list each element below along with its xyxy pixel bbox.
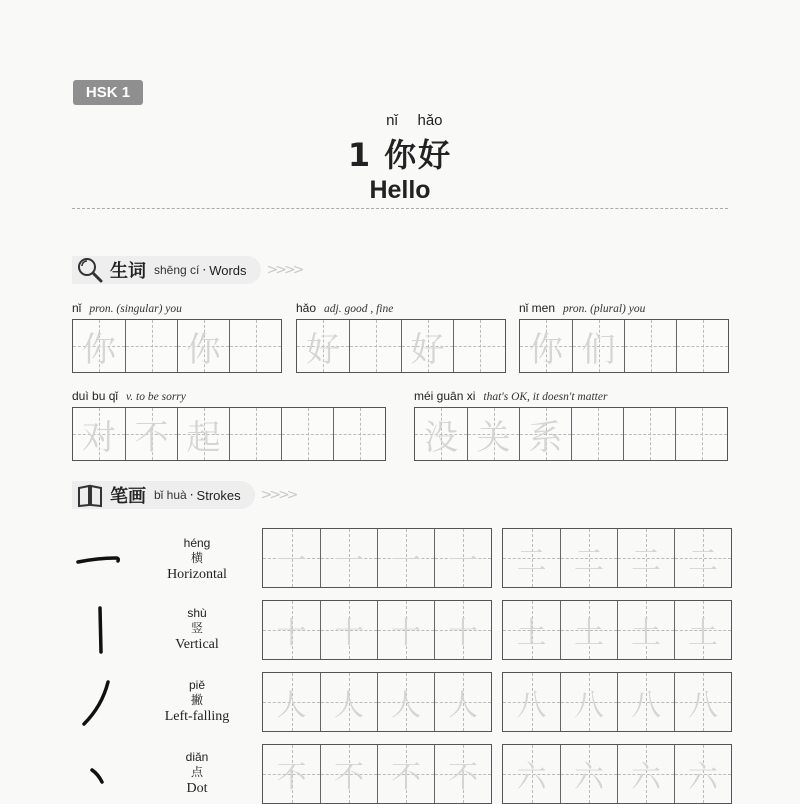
trace-char: 你 [186, 329, 221, 370]
trace-char: 人 [391, 688, 421, 723]
word-label [72, 389, 386, 405]
practice-cell[interactable] [434, 745, 491, 803]
trace-char: 系 [528, 417, 563, 458]
trace-char: 人 [334, 688, 364, 723]
practice-cell[interactable] [320, 529, 377, 587]
trace-char: 土 [574, 616, 604, 651]
trace-char: 二 [631, 544, 661, 579]
section-title-en: Words [209, 262, 247, 278]
practice-cell[interactable] [125, 320, 177, 372]
stroke-english: Dot [186, 781, 208, 796]
practice-grid[interactable] [72, 407, 386, 461]
word-entry [296, 301, 506, 373]
practice-grid[interactable] [519, 319, 729, 373]
trace-char: 六 [688, 760, 718, 795]
practice-cell[interactable] [560, 601, 617, 659]
practice-cell[interactable] [624, 320, 676, 372]
practice-cell[interactable] [560, 529, 617, 587]
left-falling-stroke-icon [72, 672, 132, 732]
chevrons-icon: >>>> [260, 487, 296, 503]
practice-cell[interactable] [434, 529, 491, 587]
practice-cell[interactable] [560, 745, 617, 803]
trace-char: 不 [134, 417, 169, 458]
practice-cell[interactable] [73, 408, 125, 460]
trace-char: 二 [516, 544, 547, 579]
practice-cell[interactable] [560, 673, 617, 731]
practice-cell[interactable] [503, 673, 560, 731]
word-pinyin: méi guān xi [414, 389, 476, 403]
practice-grid[interactable] [414, 407, 728, 461]
trace-char: 土 [516, 616, 547, 651]
magnifier-icon [76, 256, 104, 284]
stroke-hanzi: 横 [190, 551, 203, 565]
title-divider [72, 208, 728, 209]
trace-char: 八 [574, 688, 604, 723]
trace-char [230, 408, 281, 460]
practice-cell[interactable] [520, 320, 572, 372]
word-entry [414, 389, 728, 461]
stroke-practice-grid[interactable] [262, 600, 492, 660]
trace-char: 八 [516, 688, 547, 723]
trace-char: 十 [448, 616, 478, 651]
trace-char: 人 [276, 688, 307, 723]
trace-char: 六 [574, 760, 604, 795]
word-label [519, 301, 729, 317]
practice-cell[interactable] [320, 601, 377, 659]
practice-cell[interactable] [434, 601, 491, 659]
trace-char: 人 [448, 688, 478, 723]
stroke-pinyin: diǎn [185, 750, 209, 764]
stroke-practice-grid[interactable] [502, 600, 732, 660]
practice-cell[interactable] [377, 601, 434, 659]
practice-cell[interactable] [229, 320, 281, 372]
stroke-practice-grid[interactable] [262, 672, 492, 732]
practice-cell[interactable] [263, 601, 320, 659]
practice-cell[interactable] [503, 529, 560, 587]
trace-char [230, 320, 281, 372]
stroke-english: Left-falling [164, 709, 230, 724]
stroke-info [152, 606, 242, 654]
practice-cell[interactable] [229, 408, 281, 460]
practice-cell[interactable] [177, 408, 229, 460]
stroke-row [72, 528, 732, 588]
stroke-row [72, 600, 732, 660]
stroke-row [72, 744, 732, 804]
dot-stroke-icon [72, 744, 132, 804]
practice-cell[interactable] [674, 745, 731, 803]
stroke-english: Vertical [175, 637, 219, 652]
word-definition: that's OK, it doesn't matter [483, 391, 608, 403]
stroke-english: Horizontal [167, 567, 227, 582]
trace-char [282, 408, 333, 460]
trace-char: 一 [276, 544, 307, 579]
word-definition: v. to be sorry [126, 391, 186, 403]
lesson-title-pinyin [0, 112, 800, 129]
practice-cell[interactable] [572, 320, 624, 372]
stroke-hanzi: 竖 [190, 621, 203, 635]
trace-char [350, 320, 401, 372]
trace-char [454, 320, 505, 372]
practice-cell[interactable] [263, 673, 320, 731]
practice-cell[interactable] [503, 601, 560, 659]
trace-char: 没 [424, 417, 458, 458]
trace-char: 起 [186, 417, 221, 458]
stroke-pinyin: shù [187, 606, 207, 620]
hsk-level-badge: HSK 1 [73, 80, 143, 105]
trace-char: 不 [276, 760, 307, 795]
word-entry [72, 389, 386, 461]
stroke-practice-grid[interactable] [262, 744, 492, 804]
trace-char: 一 [334, 544, 364, 579]
lesson-english-title: Hello [369, 176, 431, 204]
practice-cell[interactable] [377, 673, 434, 731]
stroke-row [72, 672, 732, 732]
practice-cell[interactable] [617, 529, 674, 587]
practice-cell[interactable] [377, 529, 434, 587]
stroke-practice-grid[interactable] [502, 528, 732, 588]
word-label [296, 301, 506, 317]
practice-grid[interactable] [296, 319, 506, 373]
practice-cell[interactable] [674, 601, 731, 659]
word-entry [72, 301, 282, 373]
horizontal-stroke-icon [72, 528, 132, 588]
stroke-pinyin: piě [188, 678, 205, 692]
stroke-hanzi: 点 [190, 765, 203, 779]
trace-char: 十 [391, 616, 421, 651]
practice-cell[interactable] [674, 673, 731, 731]
stroke-hanzi: 撇 [190, 693, 203, 707]
practice-cell[interactable] [676, 320, 728, 372]
practice-cell[interactable] [519, 408, 571, 460]
practice-cell[interactable] [415, 408, 467, 460]
trace-char: 关 [476, 417, 511, 458]
practice-cell[interactable] [320, 745, 377, 803]
practice-grid[interactable] [72, 319, 282, 373]
stroke-info [152, 750, 242, 798]
practice-cell[interactable] [617, 745, 674, 803]
practice-cell[interactable] [320, 673, 377, 731]
vertical-stroke-icon [72, 600, 132, 660]
chevrons-icon: >>>> [266, 262, 302, 278]
word-pinyin: duì bu qǐ [72, 389, 119, 403]
trace-char: 们 [581, 329, 616, 370]
practice-cell[interactable] [281, 408, 333, 460]
trace-char: 你 [529, 329, 563, 370]
trace-char: 八 [688, 688, 718, 723]
practice-cell[interactable] [617, 673, 674, 731]
section-title-cn: 生词 [110, 261, 146, 282]
section-title-en: Strokes [196, 487, 241, 503]
trace-char: 二 [688, 544, 718, 579]
stroke-practice-grid[interactable] [502, 744, 732, 804]
trace-char: 一 [391, 544, 421, 579]
practice-cell[interactable] [177, 320, 229, 372]
practice-cell[interactable] [401, 320, 453, 372]
practice-cell[interactable] [571, 408, 623, 460]
practice-cell[interactable] [453, 320, 505, 372]
practice-cell[interactable] [674, 529, 731, 587]
trace-char [624, 408, 675, 460]
section-title-pinyin: shēng cí [154, 263, 200, 277]
trace-char: 你 [82, 329, 116, 370]
trace-char [126, 320, 177, 372]
lesson-hanzi: 你好 [384, 136, 453, 174]
trace-char [676, 408, 727, 460]
word-definition: pron. (plural) you [563, 303, 646, 315]
trace-char: 十 [334, 616, 364, 651]
trace-char: 土 [688, 616, 718, 651]
practice-cell[interactable] [263, 529, 320, 587]
book-icon [76, 481, 104, 509]
practice-cell[interactable] [434, 673, 491, 731]
lesson-number: 1 [347, 136, 373, 174]
trace-char: 一 [448, 544, 478, 579]
section-title-cn: 笔画 [110, 486, 146, 507]
practice-cell[interactable] [73, 320, 125, 372]
word-label [72, 301, 282, 317]
trace-char: 好 [410, 329, 445, 370]
lesson-title [0, 130, 800, 176]
word-pinyin: hǎo [296, 301, 317, 315]
trace-char: 不 [334, 760, 364, 795]
stroke-practice-grid[interactable] [262, 528, 492, 588]
practice-cell[interactable] [675, 408, 727, 460]
practice-cell[interactable] [623, 408, 675, 460]
practice-cell[interactable] [377, 745, 434, 803]
trace-char: 八 [631, 688, 661, 723]
strokes-section-header [72, 480, 296, 510]
trace-char: 十 [276, 616, 307, 651]
word-definition: adj. good , fine [324, 303, 394, 315]
trace-char: 不 [391, 760, 421, 795]
section-title-pinyin: bǐ huà [154, 488, 187, 502]
word-definition: pron. (singular) you [89, 303, 182, 315]
word-label [414, 389, 728, 405]
trace-char: 二 [574, 544, 604, 579]
trace-char: 对 [82, 417, 116, 458]
practice-cell[interactable] [263, 745, 320, 803]
stroke-practice-grid[interactable] [502, 672, 732, 732]
practice-cell[interactable] [467, 408, 519, 460]
word-pinyin: nǐ men [519, 301, 556, 315]
stroke-info [152, 678, 242, 726]
trace-char: 六 [631, 760, 661, 795]
stroke-pinyin: héng [183, 536, 211, 550]
practice-cell[interactable] [617, 601, 674, 659]
trace-char: 不 [448, 760, 478, 795]
section-title-dot: · [202, 263, 207, 277]
trace-char: 好 [306, 329, 340, 370]
trace-char: 六 [516, 760, 547, 795]
practice-cell[interactable] [297, 320, 349, 372]
practice-cell[interactable] [349, 320, 401, 372]
trace-char [572, 408, 623, 460]
trace-char: 土 [631, 616, 661, 651]
words-section-header [72, 255, 301, 285]
practice-cell[interactable] [503, 745, 560, 803]
trace-char [334, 408, 385, 460]
pinyin-syllable: nǐ [386, 112, 398, 129]
trace-char [625, 320, 676, 372]
practice-cell[interactable] [333, 408, 385, 460]
stroke-info [152, 536, 242, 584]
practice-cell[interactable] [125, 408, 177, 460]
word-entry [519, 301, 729, 373]
word-pinyin: nǐ [72, 301, 82, 315]
trace-char [677, 320, 728, 372]
section-title-dot: · [189, 488, 194, 502]
pinyin-syllable: hǎo [417, 112, 443, 129]
